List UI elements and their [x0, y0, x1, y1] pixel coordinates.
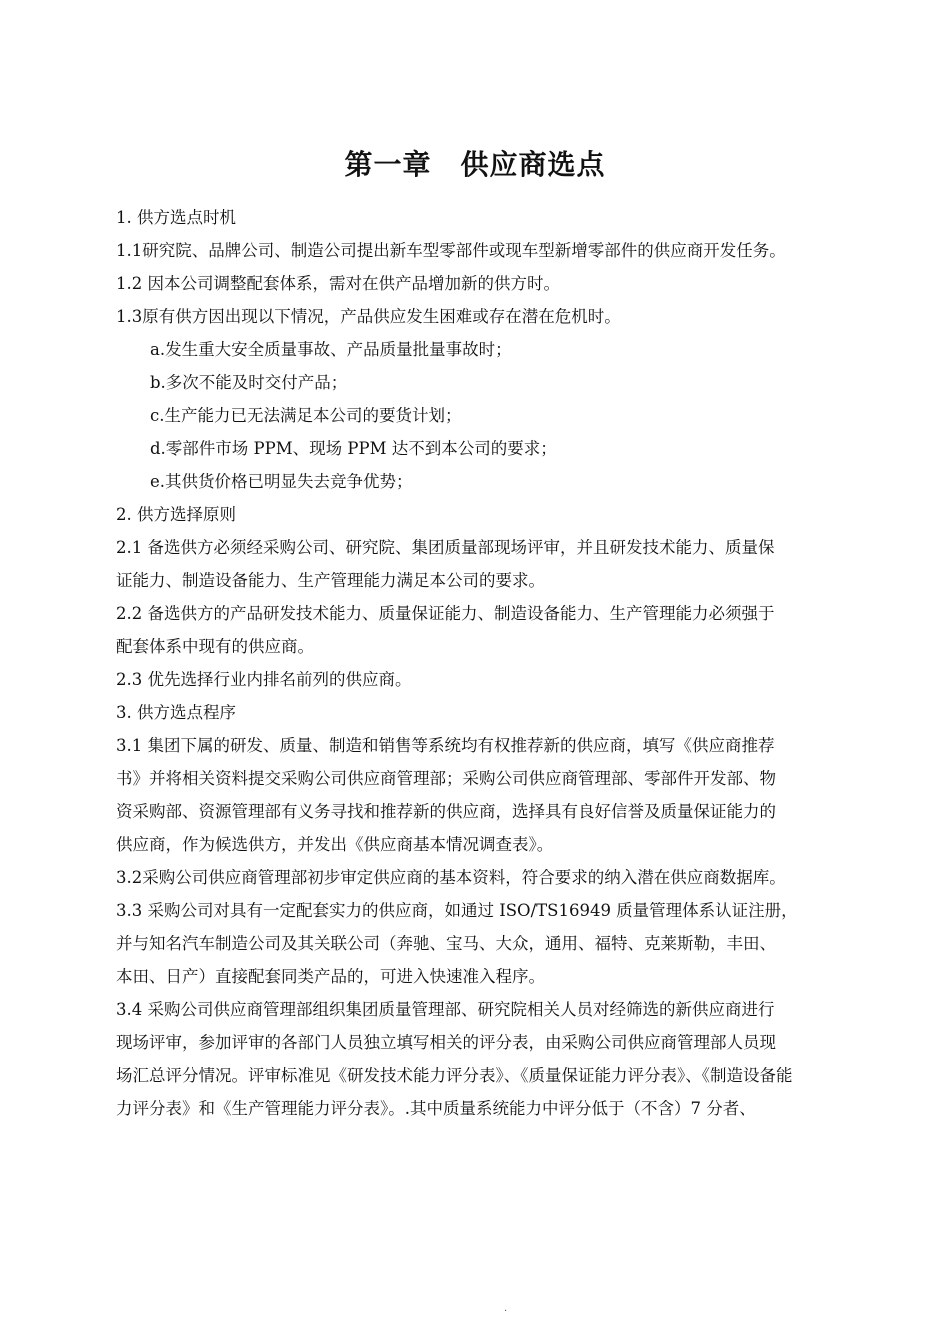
- paragraph-line: 资采购部、资源管理部有义务寻找和推荐新的供应商，选择具有良好信誉及质量保证能力的: [116, 802, 776, 821]
- paragraph-line: 2.3 优先选择行业内排名前列的供应商。: [116, 670, 412, 689]
- paragraph-line: 1.2 因本公司调整配套体系，需对在供产品增加新的供方时。: [116, 274, 560, 293]
- document-body: [116, 201, 886, 1125]
- paragraph-line: 3.1 集团下属的研发、质量、制造和销售等系统均有权推荐新的供应商，填写《供应商推荐: [116, 736, 775, 755]
- page-footer-mark: .: [504, 1303, 508, 1314]
- section-heading: 3. 供方选点程序: [116, 703, 236, 722]
- paragraph-line: 3.2采购公司供应商管理部初步审定供应商的基本资料，符合要求的纳入潜在供应商数据库。: [116, 868, 786, 887]
- paragraph-line: 配套体系中现有的供应商。: [116, 637, 314, 656]
- paragraph-line: 1.1研究院、品牌公司、制造公司提出新车型零部件或现车型新增零部件的供应商开发任务。: [116, 241, 786, 260]
- paragraph-line: 2.2 备选供方的产品研发技术能力、质量保证能力、制造设备能力、生产管理能力必须强于: [116, 604, 775, 623]
- chapter-title: 第一章 供应商选点: [344, 148, 606, 181]
- paragraph-line: 现场评审，参加评审的各部门人员独立填写相关的评分表，由采购公司供应商管理部人员现: [116, 1033, 776, 1052]
- paragraph-line: 2.1 备选供方必须经采购公司、研究院、集团质量部现场评审，并且研发技术能力、质量保: [116, 538, 775, 557]
- paragraph-line: 1.3原有供方因出现以下情况，产品供应发生困难或存在潜在危机时。: [116, 307, 621, 326]
- paragraph-line: 3.4 采购公司供应商管理部组织集团质量管理部、研究院相关人员对经筛选的新供应商进行: [116, 1000, 775, 1019]
- paragraph-line: 书》并将相关资料提交采购公司供应商管理部；采购公司供应商管理部、零部件开发部、物: [116, 769, 776, 788]
- list-item: c.生产能力已无法满足本公司的要货计划；: [150, 406, 462, 425]
- paragraph-line: 供应商，作为候选供方，并发出《供应商基本情况调查表》。: [116, 835, 554, 854]
- section-heading: 1. 供方选点时机: [116, 208, 236, 227]
- paragraph-line: 本田、日产）直接配套同类产品的，可进入快速准入程序。: [116, 967, 545, 986]
- list-item: e.其供货价格已明显失去竞争优势；: [150, 472, 413, 491]
- list-item: d.零部件市场 PPM、现场 PPM 达不到本公司的要求；: [150, 439, 557, 458]
- paragraph-line: 并与知名汽车制造公司及其关联公司（奔驰、宝马、大众，通用、福特、克莱斯勒，丰田、: [116, 934, 776, 953]
- paragraph-line: 3.3 采购公司对具有一定配套实力的供应商，如通过 ISO/TS16949 质量管理体系认证注册，: [116, 901, 798, 920]
- paragraph-line: 证能力、制造设备能力、生产管理能力满足本公司的要求。: [116, 571, 545, 590]
- list-item: a.发生重大安全质量事故、产品质量批量事故时；: [150, 340, 512, 359]
- list-item: b.多次不能及时交付产品；: [150, 373, 348, 392]
- paragraph-line: 场汇总评分情况。评审标准见《研发技术能力评分表》、《质量保证能力评分表》、《制造设备能: [116, 1066, 793, 1085]
- section-heading: 2. 供方选择原则: [116, 505, 236, 524]
- paragraph-line: 力评分表》和《生产管理能力评分表》。.其中质量系统能力中评分低于（不含）7 分者、: [116, 1099, 756, 1118]
